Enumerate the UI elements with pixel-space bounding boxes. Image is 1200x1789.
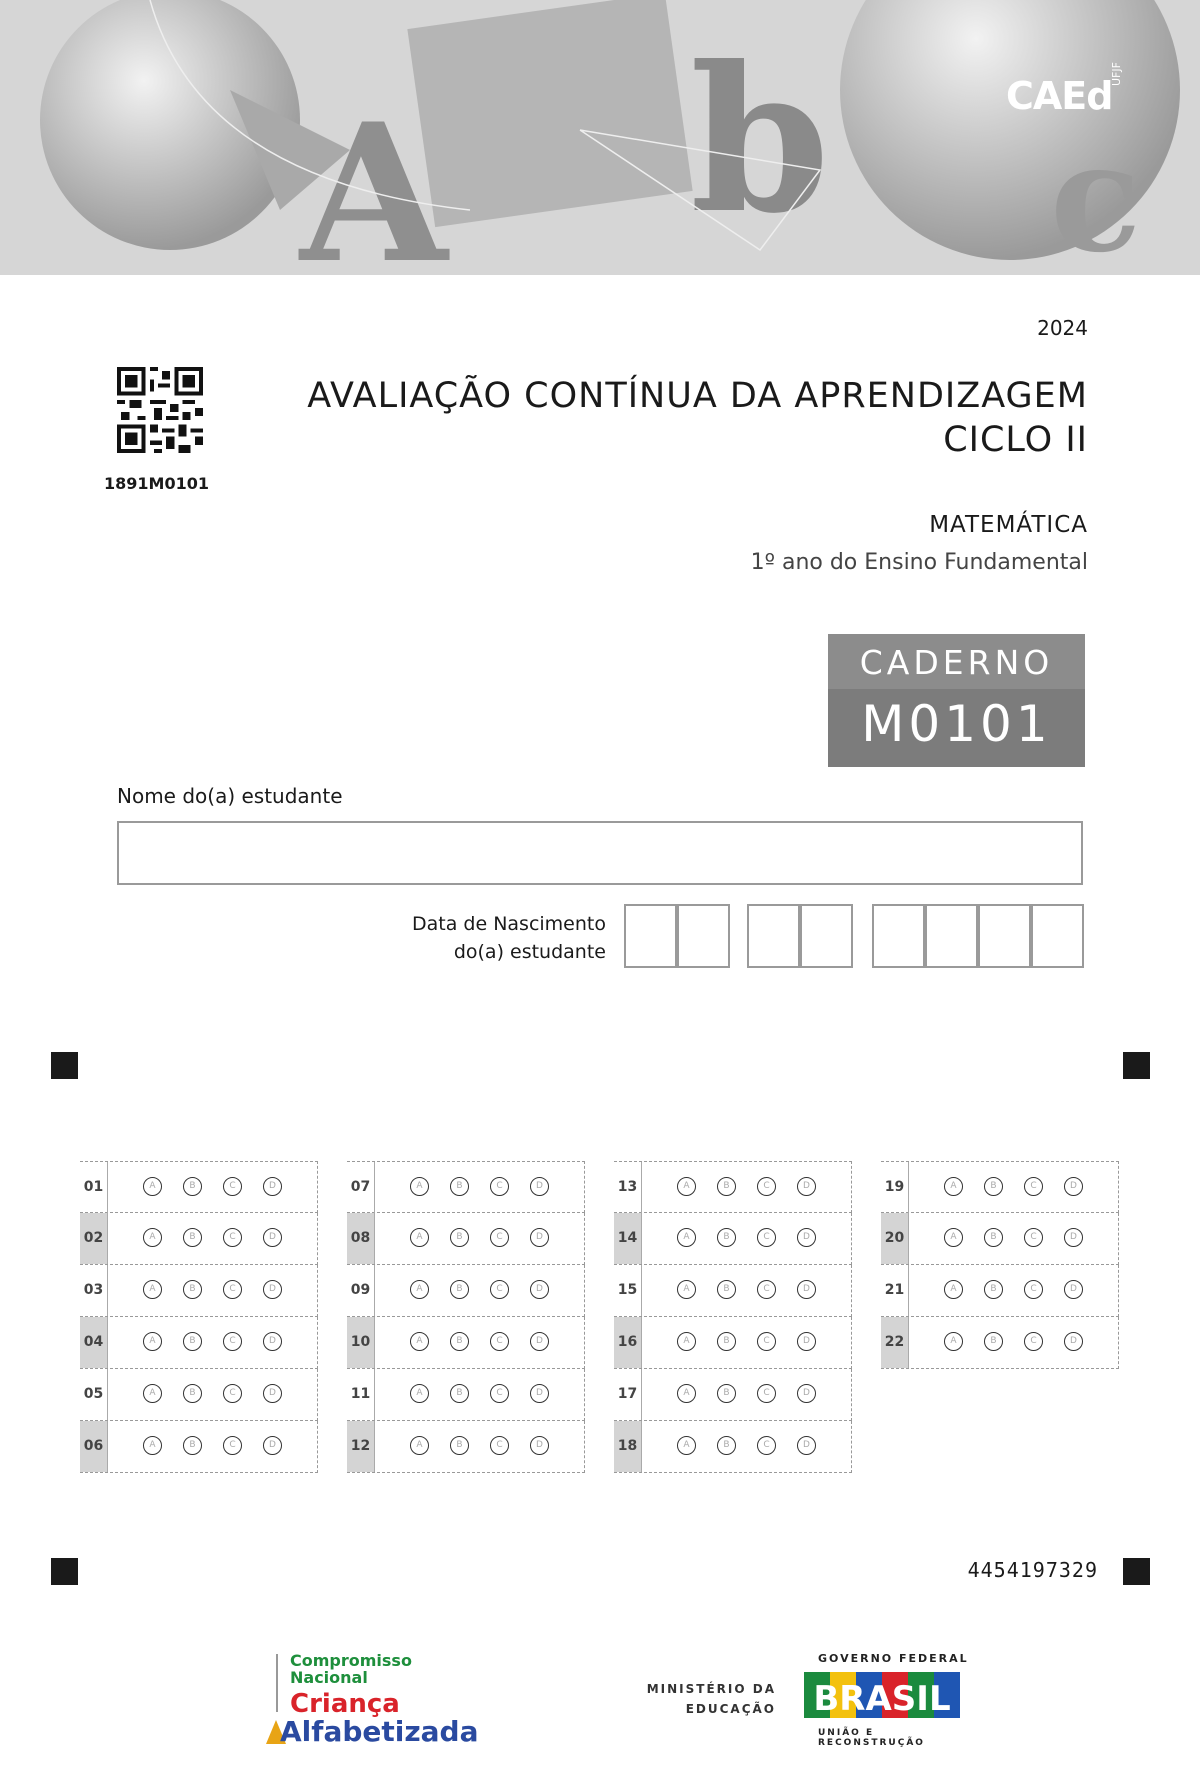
dob-year-digit-4[interactable] bbox=[1031, 904, 1084, 968]
answer-bubble-b[interactable]: B bbox=[183, 1280, 202, 1299]
caderno-label: CADERNO bbox=[828, 634, 1085, 689]
answer-bubble-b[interactable]: B bbox=[183, 1228, 202, 1247]
governo-federal-logo bbox=[800, 1652, 980, 1748]
question-row bbox=[881, 1265, 1119, 1317]
answer-bubble-c[interactable]: C bbox=[223, 1436, 242, 1455]
brasil-wordmark: BRASIL bbox=[813, 1679, 951, 1719]
caed-logo: CAEd bbox=[1006, 74, 1113, 118]
logo-divider bbox=[276, 1654, 278, 1712]
dob-label bbox=[412, 910, 606, 966]
question-row bbox=[80, 1421, 318, 1473]
answer-bubble-c[interactable]: C bbox=[757, 1384, 776, 1403]
answer-bubble-c[interactable]: C bbox=[1024, 1280, 1043, 1299]
registration-marker-icon bbox=[51, 1558, 78, 1585]
banner-artwork bbox=[0, 0, 1200, 275]
answer-bubble-c[interactable]: C bbox=[1024, 1332, 1043, 1351]
question-number: 11 bbox=[347, 1369, 375, 1420]
question-number: 16 bbox=[614, 1317, 642, 1368]
answer-bubble-d[interactable]: D bbox=[263, 1384, 282, 1403]
answer-column bbox=[881, 1161, 1119, 1369]
answer-bubble-b[interactable]: B bbox=[717, 1228, 736, 1247]
answer-bubble-b[interactable]: B bbox=[183, 1332, 202, 1351]
answer-bubble-a[interactable]: A bbox=[143, 1280, 162, 1299]
question-row bbox=[614, 1161, 852, 1213]
serial-number: 4454197329 bbox=[967, 1558, 1098, 1582]
title-line-2: CICLO II bbox=[943, 420, 1088, 460]
answer-bubble-a[interactable]: A bbox=[944, 1332, 963, 1351]
logo-line-1: Compromisso bbox=[290, 1651, 412, 1670]
answer-bubble-b[interactable]: B bbox=[183, 1436, 202, 1455]
answer-bubble-a[interactable]: A bbox=[410, 1384, 429, 1403]
logo-line-2: Nacional bbox=[290, 1668, 368, 1687]
question-number: 13 bbox=[614, 1162, 642, 1213]
registration-marker-icon bbox=[51, 1052, 78, 1079]
header-banner bbox=[0, 0, 1200, 275]
answer-bubble-c[interactable]: C bbox=[490, 1280, 509, 1299]
answer-bubble-d[interactable]: D bbox=[263, 1332, 282, 1351]
answer-bubble-d[interactable]: D bbox=[263, 1228, 282, 1247]
answer-bubble-d[interactable]: D bbox=[530, 1177, 549, 1196]
answer-bubble-b[interactable]: B bbox=[450, 1280, 469, 1299]
answer-bubble-a[interactable]: A bbox=[677, 1384, 696, 1403]
caderno-box bbox=[828, 634, 1085, 767]
registration-marker-icon bbox=[1123, 1558, 1150, 1585]
answer-bubble-b[interactable]: B bbox=[984, 1280, 1003, 1299]
answer-bubble-b[interactable]: B bbox=[183, 1177, 202, 1196]
logo-line-4: Alfabetizada bbox=[280, 1715, 479, 1748]
question-number: 15 bbox=[614, 1265, 642, 1316]
dob-label-line-2: do(a) estudante bbox=[453, 941, 606, 963]
answer-bubble-a[interactable]: A bbox=[410, 1280, 429, 1299]
answer-bubble-c[interactable]: C bbox=[490, 1228, 509, 1247]
answer-bubble-c[interactable]: C bbox=[490, 1384, 509, 1403]
answer-bubble-a[interactable]: A bbox=[410, 1177, 429, 1196]
answer-bubble-b[interactable]: B bbox=[717, 1436, 736, 1455]
answer-bubble-c[interactable]: C bbox=[757, 1177, 776, 1196]
year: 2024 bbox=[1037, 316, 1088, 340]
question-number: 18 bbox=[614, 1421, 642, 1472]
brasil-logo-icon bbox=[804, 1670, 974, 1726]
logo-line-3: Criança bbox=[290, 1689, 400, 1719]
answer-bubble-a[interactable]: A bbox=[944, 1280, 963, 1299]
qr-code-icon bbox=[117, 362, 203, 458]
answer-bubble-c[interactable]: C bbox=[223, 1177, 242, 1196]
answer-bubble-d[interactable]: D bbox=[797, 1384, 816, 1403]
answer-bubble-c[interactable]: C bbox=[490, 1436, 509, 1455]
question-row bbox=[614, 1317, 852, 1369]
answer-bubble-a[interactable]: A bbox=[410, 1228, 429, 1247]
answer-bubble-d[interactable]: D bbox=[530, 1436, 549, 1455]
question-number: 12 bbox=[347, 1421, 375, 1472]
answer-bubble-c[interactable]: C bbox=[757, 1228, 776, 1247]
answer-bubble-b[interactable]: B bbox=[717, 1280, 736, 1299]
answer-bubble-d[interactable]: D bbox=[263, 1177, 282, 1196]
answer-bubble-d[interactable]: D bbox=[1064, 1280, 1083, 1299]
answer-bubble-a[interactable]: A bbox=[143, 1228, 162, 1247]
question-number: 10 bbox=[347, 1317, 375, 1368]
question-number: 07 bbox=[347, 1162, 375, 1213]
question-row bbox=[881, 1161, 1119, 1213]
crianca-alfabetizada-logo bbox=[266, 1651, 479, 1748]
answer-bubble-d[interactable]: D bbox=[530, 1332, 549, 1351]
answer-bubble-a[interactable]: A bbox=[143, 1384, 162, 1403]
ministry-line-2: EDUCAÇÃO bbox=[685, 1702, 776, 1716]
question-number: 14 bbox=[614, 1213, 642, 1264]
answer-bubble-d[interactable]: D bbox=[1064, 1228, 1083, 1247]
registration-marker-icon bbox=[1123, 1052, 1150, 1079]
dob-day-digit-2[interactable] bbox=[677, 904, 730, 968]
subject: MATEMÁTICA bbox=[929, 512, 1088, 538]
answer-bubble-c[interactable]: C bbox=[490, 1332, 509, 1351]
answer-bubble-b[interactable]: B bbox=[450, 1177, 469, 1196]
dob-month-digit-1[interactable] bbox=[747, 904, 800, 968]
answer-bubble-d[interactable]: D bbox=[797, 1177, 816, 1196]
question-number: 20 bbox=[881, 1213, 909, 1264]
answer-bubble-a[interactable]: A bbox=[410, 1332, 429, 1351]
answer-bubble-c[interactable]: C bbox=[757, 1332, 776, 1351]
question-number: 21 bbox=[881, 1265, 909, 1316]
answer-bubble-c[interactable]: C bbox=[757, 1280, 776, 1299]
answer-bubble-d[interactable]: D bbox=[263, 1280, 282, 1299]
answer-bubble-b[interactable]: B bbox=[984, 1177, 1003, 1196]
ministry-label bbox=[647, 1679, 776, 1719]
question-number: 09 bbox=[347, 1265, 375, 1316]
caderno-code: M0101 bbox=[861, 695, 1052, 753]
question-row bbox=[614, 1213, 852, 1265]
question-number: 22 bbox=[881, 1317, 909, 1368]
answer-bubble-b[interactable]: B bbox=[717, 1332, 736, 1351]
answer-bubble-b[interactable]: B bbox=[183, 1384, 202, 1403]
answer-bubble-b[interactable]: B bbox=[984, 1332, 1003, 1351]
question-row bbox=[80, 1369, 318, 1421]
letter-c-art: c bbox=[1050, 110, 1142, 275]
answer-bubble-d[interactable]: D bbox=[530, 1228, 549, 1247]
answer-bubble-d[interactable]: D bbox=[530, 1384, 549, 1403]
answer-bubble-d[interactable]: D bbox=[797, 1332, 816, 1351]
answer-bubble-c[interactable]: C bbox=[757, 1436, 776, 1455]
answer-bubble-d[interactable]: D bbox=[1064, 1177, 1083, 1196]
logo-text-compromisso bbox=[290, 1652, 412, 1686]
question-row bbox=[614, 1265, 852, 1317]
answer-bubble-b[interactable]: B bbox=[450, 1332, 469, 1351]
answer-bubble-d[interactable]: D bbox=[530, 1280, 549, 1299]
answer-bubble-b[interactable]: B bbox=[450, 1384, 469, 1403]
answer-bubble-a[interactable]: A bbox=[677, 1280, 696, 1299]
answer-bubble-c[interactable]: C bbox=[223, 1228, 242, 1247]
ministry-line-1: MINISTÉRIO DA bbox=[646, 1682, 776, 1696]
letter-a-art: A bbox=[300, 82, 448, 275]
answer-bubble-a[interactable]: A bbox=[410, 1436, 429, 1455]
answer-bubble-c[interactable]: C bbox=[223, 1332, 242, 1351]
answer-bubble-c[interactable]: C bbox=[223, 1280, 242, 1299]
question-number: 03 bbox=[80, 1265, 108, 1316]
answer-bubble-d[interactable]: D bbox=[1064, 1332, 1083, 1351]
dob-label-line-1: Data de Nascimento bbox=[412, 913, 606, 935]
answer-column bbox=[80, 1161, 318, 1473]
question-row bbox=[347, 1369, 585, 1421]
question-number: 17 bbox=[614, 1369, 642, 1420]
title-line-1: AVALIAÇÃO CONTÍNUA DA APRENDIZAGEM bbox=[307, 376, 1088, 416]
question-row bbox=[80, 1265, 318, 1317]
answer-bubble-c[interactable]: C bbox=[490, 1177, 509, 1196]
gov-bottom-text: UNIÃO E RECONSTRUÇÃO bbox=[818, 1728, 925, 1748]
answer-bubble-d[interactable]: D bbox=[797, 1436, 816, 1455]
page-title bbox=[307, 374, 1088, 462]
answer-bubble-c[interactable]: C bbox=[1024, 1177, 1043, 1196]
grade: 1º ano do Ensino Fundamental bbox=[750, 550, 1088, 575]
question-row bbox=[614, 1369, 852, 1421]
letter-b-art: b bbox=[690, 23, 830, 258]
question-row bbox=[347, 1265, 585, 1317]
question-row bbox=[80, 1161, 318, 1213]
caed-logo-sub: UFJF bbox=[1110, 62, 1123, 86]
question-number: 01 bbox=[80, 1162, 108, 1213]
answer-bubble-b[interactable]: B bbox=[717, 1384, 736, 1403]
question-number: 05 bbox=[80, 1369, 108, 1420]
dob-month-digit-2[interactable] bbox=[800, 904, 853, 968]
question-row bbox=[614, 1421, 852, 1473]
dob-year-digit-1[interactable] bbox=[872, 904, 925, 968]
answer-bubble-a[interactable]: A bbox=[143, 1332, 162, 1351]
dob-year-digit-2[interactable] bbox=[925, 904, 978, 968]
question-number: 19 bbox=[881, 1162, 909, 1213]
question-number: 04 bbox=[80, 1317, 108, 1368]
answer-bubble-c[interactable]: C bbox=[1024, 1228, 1043, 1247]
student-name-label: Nome do(a) estudante bbox=[117, 784, 343, 808]
question-row bbox=[347, 1161, 585, 1213]
answer-bubble-a[interactable]: A bbox=[677, 1332, 696, 1351]
question-row bbox=[881, 1213, 1119, 1265]
answer-bubble-a[interactable]: A bbox=[944, 1228, 963, 1247]
question-row bbox=[347, 1213, 585, 1265]
answer-bubble-c[interactable]: C bbox=[223, 1384, 242, 1403]
question-number: 06 bbox=[80, 1421, 108, 1472]
qr-code-id: 1891M0101 bbox=[104, 474, 209, 493]
question-row bbox=[881, 1317, 1119, 1369]
answer-bubble-a[interactable]: A bbox=[677, 1228, 696, 1247]
dob-year-digit-3[interactable] bbox=[978, 904, 1031, 968]
answer-bubble-a[interactable]: A bbox=[677, 1177, 696, 1196]
answer-column bbox=[347, 1161, 585, 1473]
question-row bbox=[80, 1317, 318, 1369]
question-row bbox=[80, 1213, 318, 1265]
answer-bubble-a[interactable]: A bbox=[143, 1177, 162, 1196]
answer-bubble-d[interactable]: D bbox=[263, 1436, 282, 1455]
answer-bubble-b[interactable]: B bbox=[984, 1228, 1003, 1247]
answer-bubble-d[interactable]: D bbox=[797, 1280, 816, 1299]
gov-top-text: GOVERNO FEDERAL bbox=[818, 1652, 969, 1665]
answer-bubble-a[interactable]: A bbox=[677, 1436, 696, 1455]
question-row bbox=[347, 1317, 585, 1369]
question-row bbox=[347, 1421, 585, 1473]
answer-bubble-b[interactable]: B bbox=[717, 1177, 736, 1196]
answer-column bbox=[614, 1161, 852, 1473]
question-number: 02 bbox=[80, 1213, 108, 1264]
answer-bubble-b[interactable]: B bbox=[450, 1228, 469, 1247]
answer-bubble-d[interactable]: D bbox=[797, 1228, 816, 1247]
dob-day-digit-1[interactable] bbox=[624, 904, 677, 968]
answer-bubble-b[interactable]: B bbox=[450, 1436, 469, 1455]
answer-bubble-a[interactable]: A bbox=[143, 1436, 162, 1455]
answer-bubble-a[interactable]: A bbox=[944, 1177, 963, 1196]
student-name-field[interactable] bbox=[117, 821, 1083, 885]
question-number: 08 bbox=[347, 1213, 375, 1264]
